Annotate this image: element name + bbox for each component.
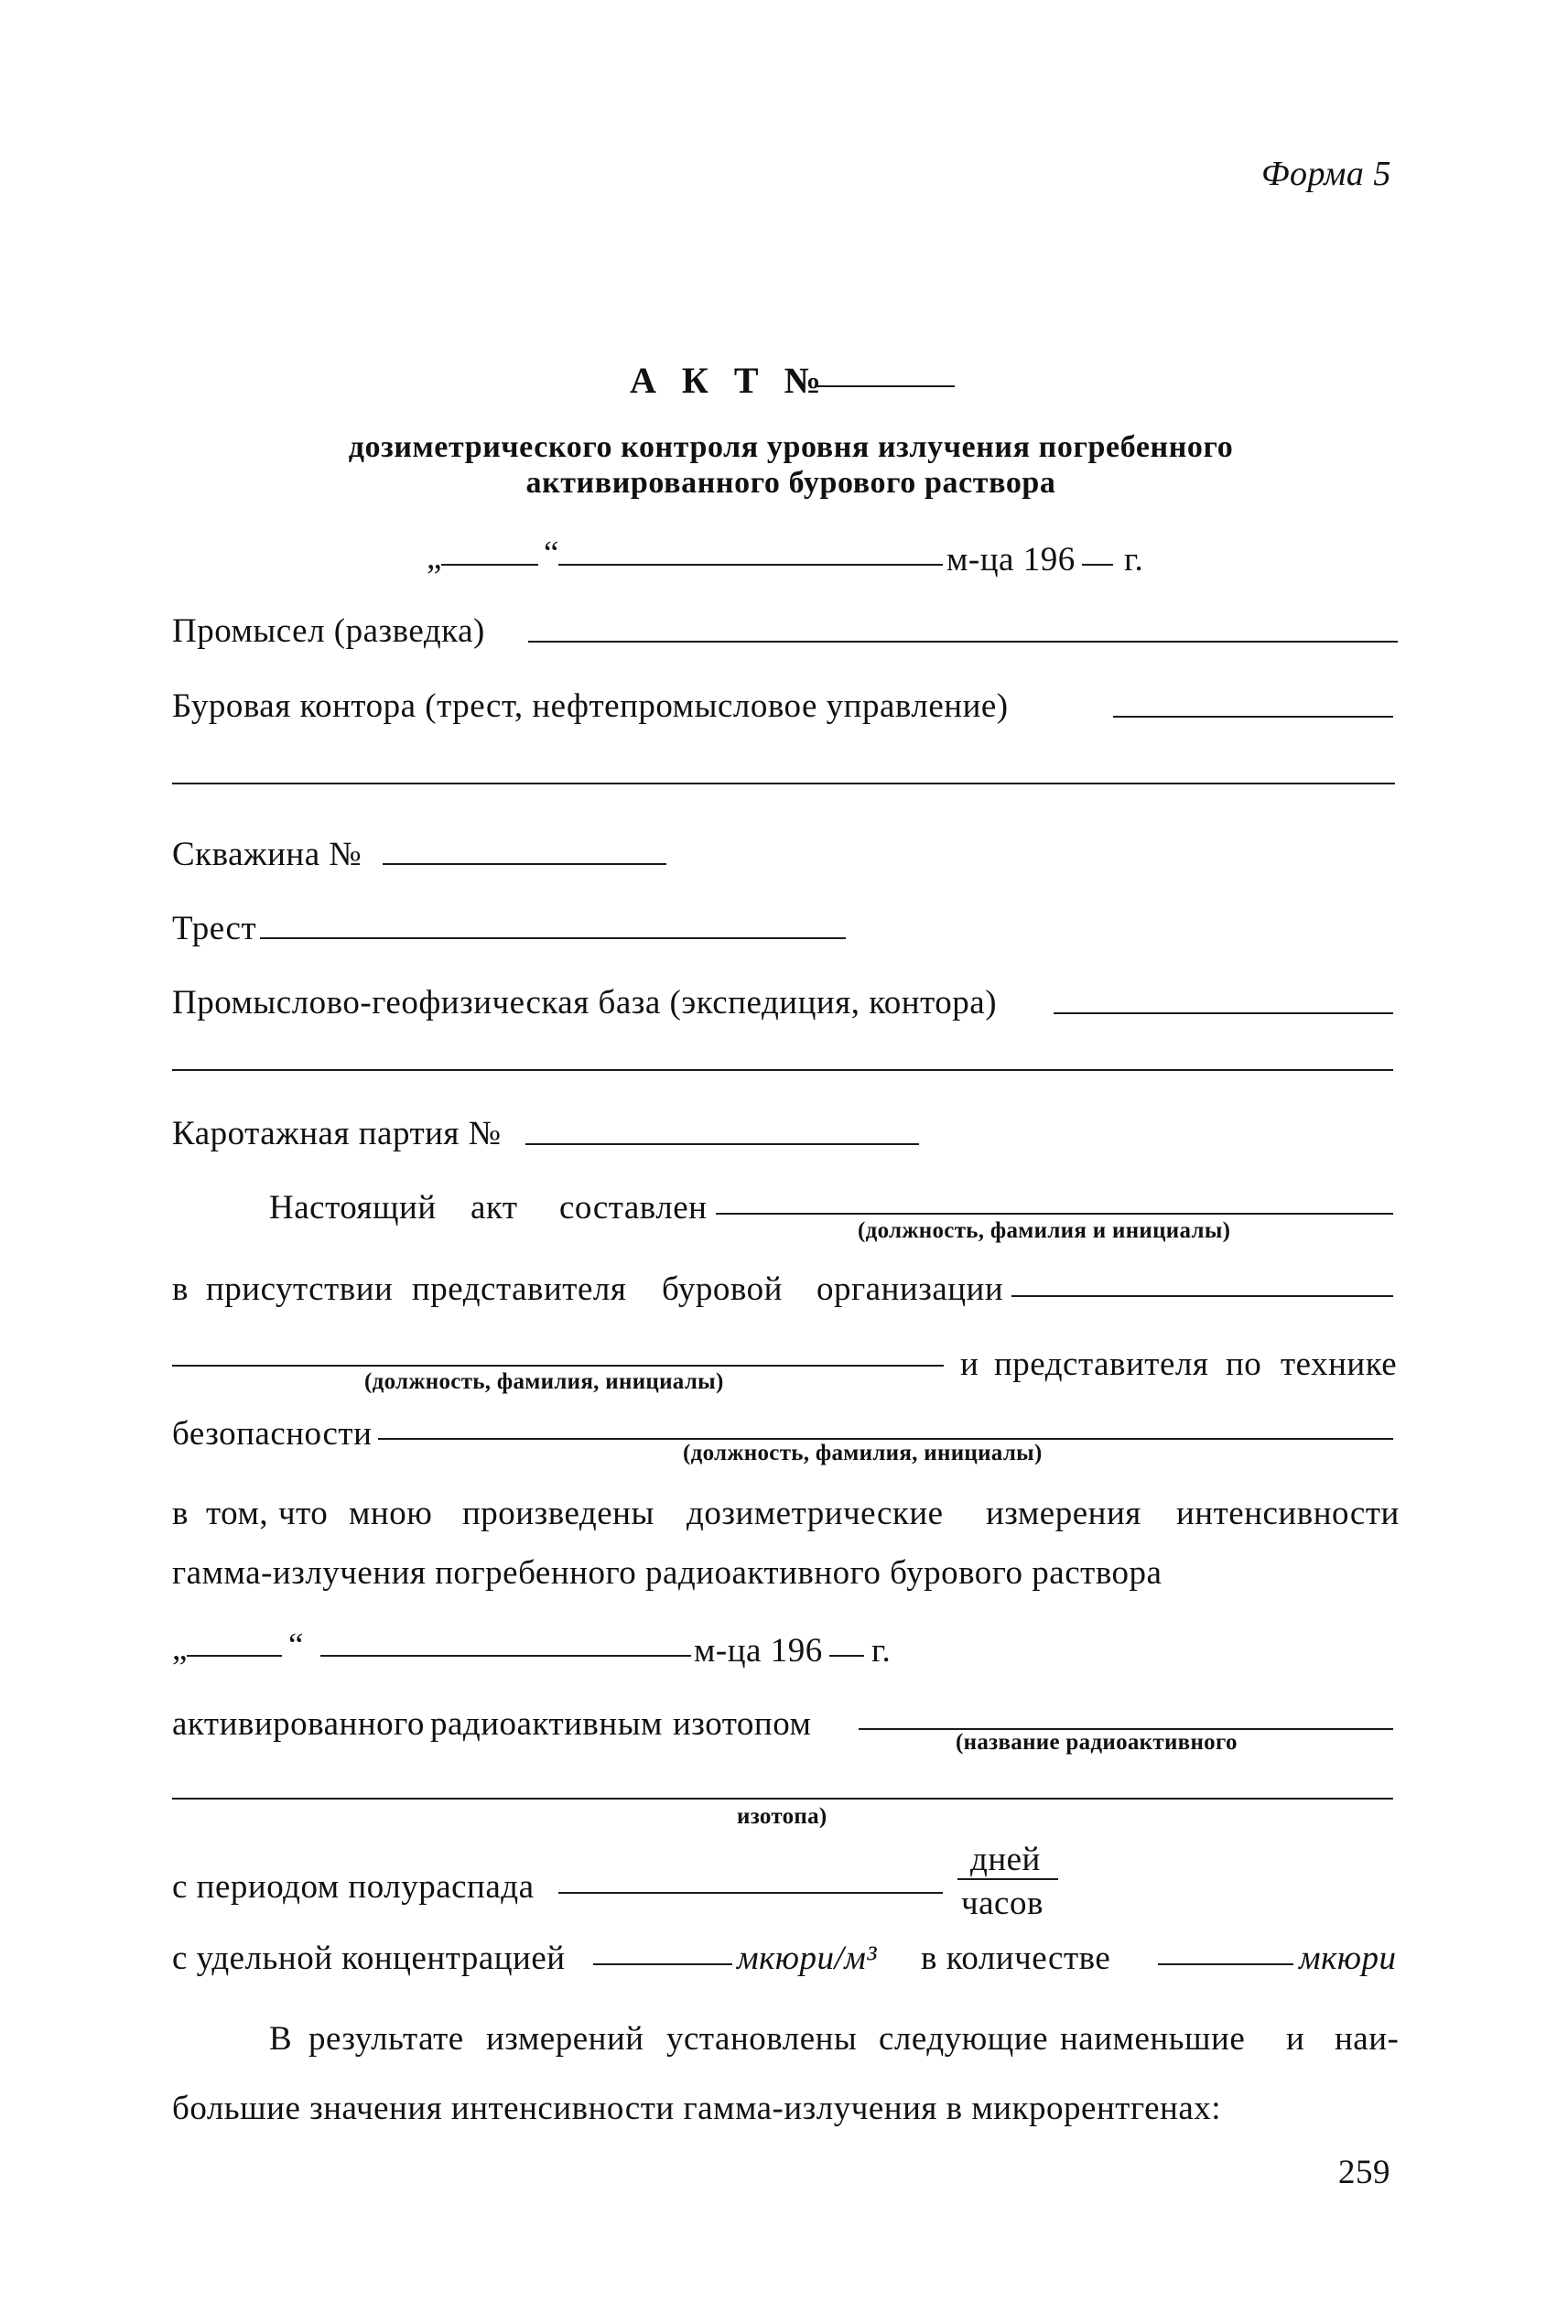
field-trest-line[interactable] xyxy=(260,937,846,939)
date2-month-line[interactable] xyxy=(320,1655,691,1657)
bezopasnosti-line[interactable] xyxy=(378,1438,1393,1440)
word-izmereniy: измерений xyxy=(486,2020,644,2058)
field-partiya-label: Каротажная партия № xyxy=(172,1115,502,1152)
date2-year-suffix: г. xyxy=(871,1632,892,1670)
word-ustanovleny: установлены xyxy=(666,2020,858,2058)
word-akt: акт xyxy=(470,1189,518,1227)
word-aktivirovannogo: активированного xyxy=(172,1705,425,1743)
act-subtitle-1: дозиметрического контроля уровня излучения погребенного xyxy=(348,430,1234,464)
sostavlen-line[interactable] xyxy=(716,1213,1393,1215)
page-number: 259 xyxy=(1338,2154,1390,2191)
word-burovoy: буровой xyxy=(662,1270,783,1308)
date2-open-quote: „ xyxy=(172,1630,188,1668)
act-title: А К Т № xyxy=(630,360,829,401)
act-number-line[interactable] xyxy=(817,385,955,387)
date2-year-line[interactable] xyxy=(829,1655,864,1657)
field-promysel-label: Промысел (разведка) xyxy=(172,612,485,650)
date2-day-line[interactable] xyxy=(187,1655,282,1657)
date-open-quote: „ xyxy=(427,539,442,577)
field-skvazhina-line[interactable] xyxy=(383,863,666,865)
word-radioaktivnym: радиоактивным xyxy=(430,1705,663,1743)
izotop-line-2[interactable] xyxy=(172,1798,1393,1800)
kolichestvo-line[interactable] xyxy=(1158,1963,1293,1965)
word-intensivnosti: интенсивности xyxy=(1176,1495,1400,1532)
bolshie-line: большие значения интенсивности гамма-излучения в микрорентгенах: xyxy=(172,2090,1222,2127)
word-predstavitelya-2: представителя xyxy=(994,1346,1209,1383)
word-nai: наи- xyxy=(1335,2020,1400,2058)
word-bezopasnosti: безопасности xyxy=(172,1415,373,1453)
word-v-3: В xyxy=(269,2020,293,2058)
fraction-top: дней xyxy=(970,1841,1041,1878)
word-proizvedeny: произведены xyxy=(462,1495,654,1532)
field-skvazhina-label: Скважина № xyxy=(172,836,362,873)
period-line[interactable] xyxy=(558,1892,943,1894)
field-partiya-line[interactable] xyxy=(525,1143,919,1145)
fraction-bar xyxy=(957,1878,1058,1880)
hint-izotop-1: (название радиоактивного xyxy=(956,1730,1238,1755)
word-v-kolichestve: в количестве xyxy=(921,1940,1111,1977)
word-s-udelnoy: с удельной концентрацией xyxy=(172,1940,566,1977)
word-dozimetricheskie: дозиметрические xyxy=(687,1495,944,1532)
unit-mkuri: мкюри xyxy=(1299,1940,1397,1977)
word-organizatsii: организации xyxy=(816,1270,1004,1308)
word-nastoyashchiy: Настоящий xyxy=(269,1189,437,1227)
field-baza-label: Промыслово-геофизическая база (экспедиция, контора) xyxy=(172,984,998,1021)
hint-predstavitel: (должность, фамилия, инициалы) xyxy=(364,1369,724,1394)
field-promysel-line[interactable] xyxy=(528,641,1398,643)
word-tekhnike: технике xyxy=(1281,1346,1398,1383)
hint-bezopasnosti: (должность, фамилия, инициалы) xyxy=(683,1441,1043,1465)
word-po: по xyxy=(1226,1346,1262,1383)
word-prisutstvii: присутствии xyxy=(206,1270,394,1308)
word-izmereniya: измерения xyxy=(986,1495,1141,1532)
word-i: и xyxy=(960,1346,979,1383)
word-chto: что xyxy=(278,1495,329,1532)
date-month-suffix: м-ца 196 xyxy=(946,541,1076,578)
word-sostavlen: составлен xyxy=(559,1189,708,1227)
hint-sostavlen: (должность, фамилия и инициалы) xyxy=(858,1218,1231,1243)
date-year-suffix: г. xyxy=(1124,541,1144,578)
date-month-line[interactable] xyxy=(558,564,943,566)
word-sleduyushchie: следующие xyxy=(879,2020,1049,2058)
unit-mkuri-m3: мкюри/м³ xyxy=(737,1940,877,1977)
word-i-2: и xyxy=(1286,2020,1305,2058)
date2-month-suffix: м-ца 196 xyxy=(694,1632,823,1670)
field-trest-label: Трест xyxy=(172,910,257,947)
word-rezultate: результате xyxy=(308,2020,464,2058)
field-burovaya-label: Буровая контора (трест, нефтепромысловое управление) xyxy=(172,687,1009,725)
field-baza-line-2[interactable] xyxy=(172,1069,1393,1071)
word-tom: том, xyxy=(206,1495,269,1532)
predstavitel-line[interactable] xyxy=(172,1365,944,1367)
date2-close-quote: “ xyxy=(288,1627,304,1664)
field-baza-line[interactable] xyxy=(1054,1012,1393,1014)
word-naimenshie: наименьшие xyxy=(1060,2020,1246,2058)
form-label: Форма 5 xyxy=(1261,155,1391,193)
organizatsii-line[interactable] xyxy=(1011,1295,1393,1297)
date-day-line[interactable] xyxy=(441,564,538,566)
field-burovaya-line[interactable] xyxy=(1113,716,1393,718)
word-mnoyu: мною xyxy=(349,1495,433,1532)
hint-izotop-2: изотопа) xyxy=(737,1804,827,1829)
date-year-line[interactable] xyxy=(1082,564,1113,566)
word-s-periodom: с периодом полураспада xyxy=(172,1868,535,1906)
field-burovaya-line-2[interactable] xyxy=(172,783,1395,784)
word-izotopom: изотопом xyxy=(673,1705,812,1743)
word-v: в xyxy=(172,1270,189,1308)
word-v-2: в xyxy=(172,1495,189,1532)
fraction-bottom: часов xyxy=(961,1885,1044,1922)
gamma-line: гамма-излучения погребенного радиоактивного бурового раствора xyxy=(172,1554,1162,1592)
date-close-quote: “ xyxy=(544,535,559,572)
udelnaya-line[interactable] xyxy=(593,1963,732,1965)
word-predstavitelya: представителя xyxy=(412,1270,627,1308)
act-subtitle-2: активированного бурового раствора xyxy=(525,466,1056,500)
